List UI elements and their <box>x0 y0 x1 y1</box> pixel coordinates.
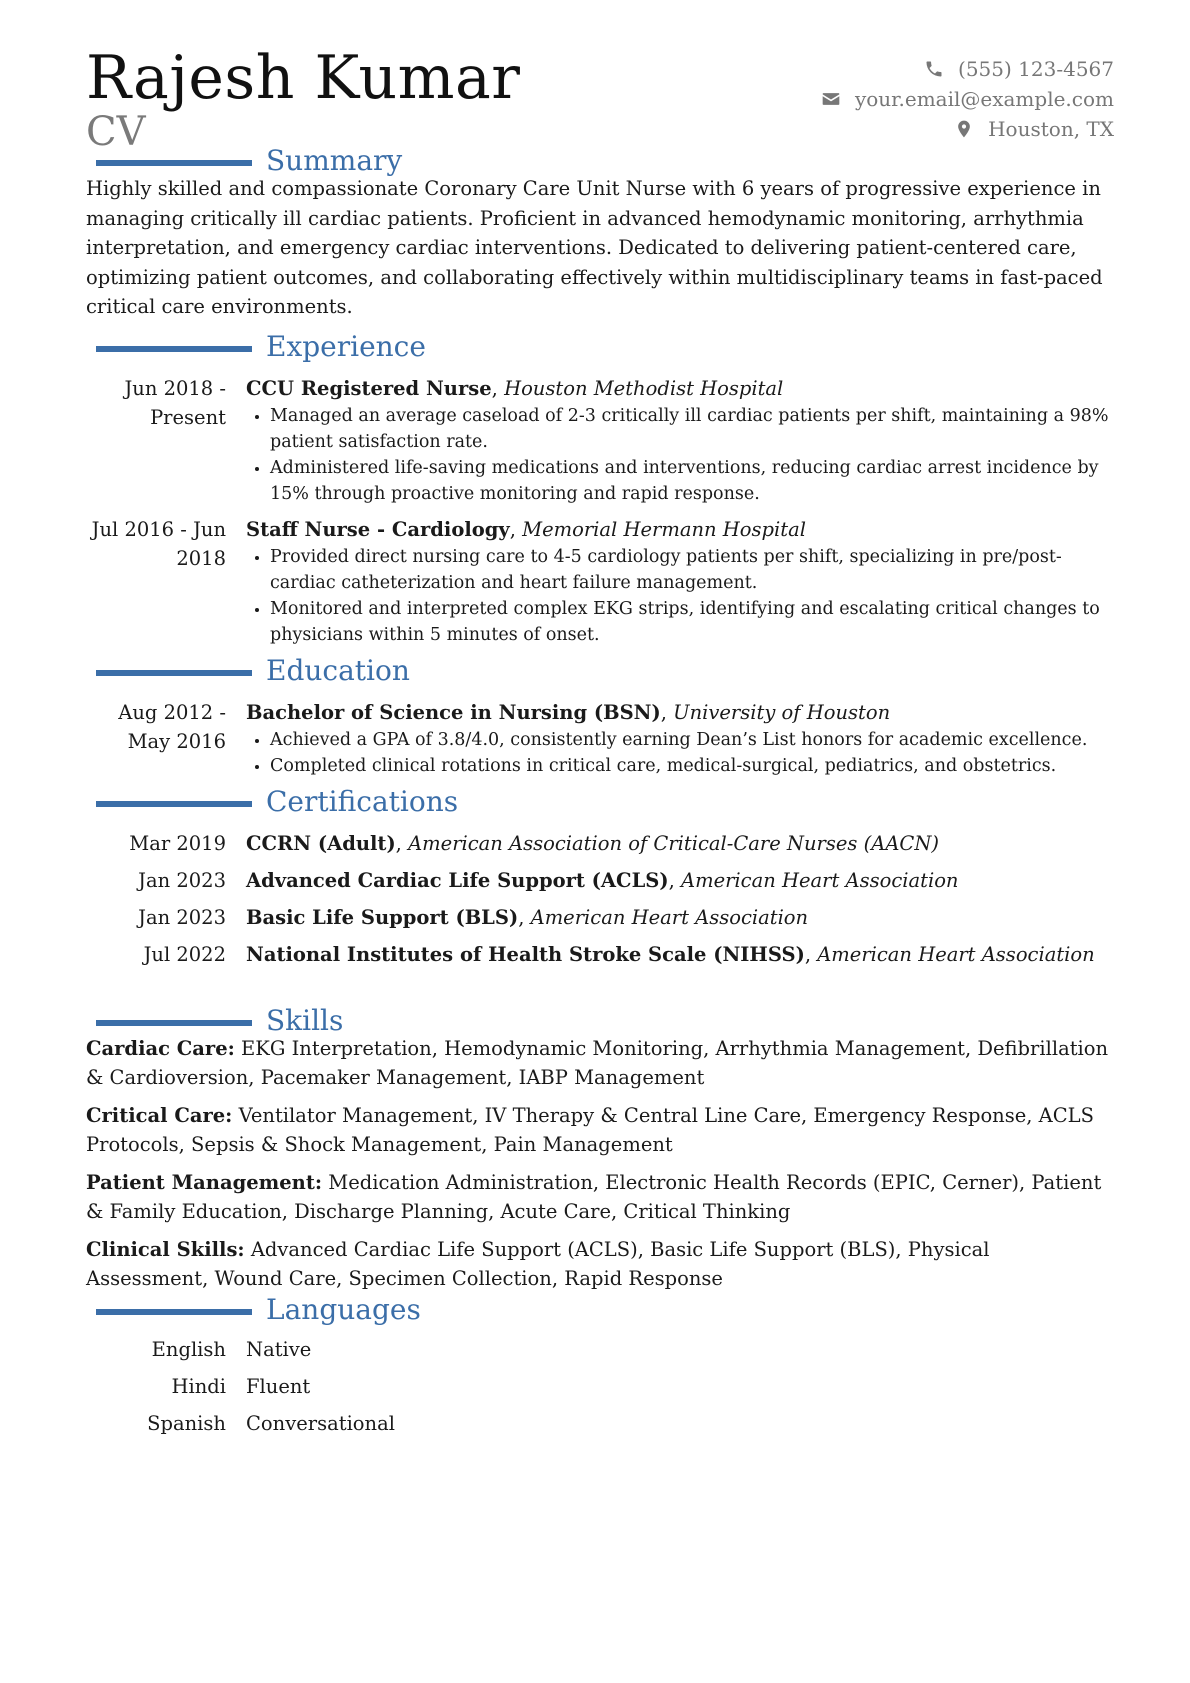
cert-content: National Institutes of Health Stroke Scale (NIHSS), American Heart Association <box>246 942 1095 966</box>
skill-category: Patient Management: <box>86 1170 323 1194</box>
resume-page <box>86 43 1114 1446</box>
skill-list: Advanced Cardiac Life Support (ACLS), Basic Life Support (BLS), Physical Assessment, Wound Care, Specimen Collection, Rapid Response <box>86 1237 990 1290</box>
cert-date: Mar 2019 <box>129 831 226 855</box>
section-accent-bar <box>96 670 252 676</box>
experience-entry <box>86 515 1114 648</box>
language-level: Fluent <box>246 1374 311 1398</box>
section-header <box>86 329 1114 368</box>
summary-section <box>86 144 1114 322</box>
language-entry <box>86 1372 1114 1409</box>
map-pin-icon <box>954 119 974 139</box>
entry-bullets <box>246 727 1114 779</box>
skill-group <box>86 1235 1114 1293</box>
entry-degree: Bachelor of Science in Nursing (BSN) <box>246 700 661 724</box>
skill-category: Cardiac Care: <box>86 1036 235 1060</box>
entry-date: Jun 2018 - Present <box>124 376 226 429</box>
bullet-item: • Achieved a GPA of 3.8/4.0, consistently earning Dean’s List honors for academic excellence. <box>270 727 1114 753</box>
section-title: Certifications <box>266 784 459 818</box>
entry-bullets <box>246 544 1114 648</box>
candidate-name: Rajesh Kumar <box>86 43 521 113</box>
contact-email[interactable] <box>821 84 1114 114</box>
location-text: Houston, TX <box>988 117 1114 141</box>
bullet-item: • Monitored and interpreted complex EKG strips, identifying and escalating critical changes to physicians within 5 minutes of onset. <box>270 596 1114 648</box>
education-entry <box>86 698 1114 779</box>
language-name: Spanish <box>147 1411 226 1435</box>
cert-name: National Institutes of Health Stroke Scale (NIHSS) <box>246 942 805 966</box>
skill-group <box>86 1101 1114 1159</box>
bullet-item: • Administered life-saving medications and interventions, reducing cardiac arrest incidence by 15% through proactive monitoring and rapid response. <box>270 455 1114 507</box>
section-title: Skills <box>266 1003 344 1037</box>
document-subtitle: CV <box>86 109 146 155</box>
phone-text: (555) 123-4567 <box>958 57 1114 81</box>
skill-list: Ventilator Management, IV Therapy & Central Line Care, Emergency Response, ACLS Protocols, Sepsis & Shock Management, Pain Management <box>86 1103 1094 1156</box>
skill-category: Clinical Skills: <box>86 1237 245 1261</box>
bullet-item: • Provided direct nursing care to 4-5 cardiology patients per shift, specializing in pre/post-cardiac catheterization and heart failure management. <box>270 544 1114 596</box>
skill-category: Critical Care: <box>86 1103 233 1127</box>
certifications-section <box>86 784 1114 1002</box>
language-entry <box>86 1409 1114 1446</box>
entry-date: Jul 2016 - Jun 2018 <box>91 517 226 570</box>
skill-list: Medication Administration, Electronic Health Records (EPIC, Cerner), Patient & Family Education, Discharge Planning, Acute Care, Critical Thinking <box>86 1170 1102 1223</box>
cert-date: Jan 2023 <box>138 868 226 892</box>
summary-text: Highly skilled and compassionate Coronary Care Unit Nurse with 6 years of progressive experience in managing critically ill cardiac patients. Proficient in advanced hemodynamic monitoring, arrhythmia interpretation, and emergency cardiac interventions. Dedicated to delivering patient-centered care, optimizing patient outcomes, and collaborating effectively within multidisciplinary teams in fast-paced critical care environments. <box>86 177 1103 318</box>
experience-entry <box>86 374 1114 507</box>
cert-issuer: American Heart Association <box>817 942 1095 966</box>
email-text: your.email@example.com <box>854 87 1114 111</box>
cert-content: Advanced Cardiac Life Support (ACLS), American Heart Association <box>246 868 959 892</box>
certification-entry <box>86 866 1114 903</box>
cert-name: Advanced Cardiac Life Support (ACLS) <box>246 868 669 892</box>
phone-icon <box>924 59 944 79</box>
section-accent-bar <box>96 1020 252 1026</box>
cert-name: CCRN (Adult) <box>246 831 396 855</box>
entry-role: Staff Nurse - Cardiology <box>246 517 510 541</box>
section-accent-bar <box>96 160 252 166</box>
certification-entry <box>86 829 1114 866</box>
section-header <box>86 1292 1114 1331</box>
entry-date: Aug 2012 - May 2016 <box>118 700 226 753</box>
section-title: Summary <box>266 144 403 177</box>
envelope-icon <box>821 89 841 109</box>
contact-location <box>821 114 1114 144</box>
languages-section <box>86 1292 1114 1446</box>
entry-organization: Memorial Hermann Hospital <box>522 517 806 541</box>
skills-section <box>86 1003 1114 1293</box>
entry-content: Bachelor of Science in Nursing (BSN), University of Houston • Achieved a GPA of 3.8/4.0, consistently earning Dean’s List honors for academic excellence. • Completed clinical rotations in critical care, medical-surgical, pediatrics, and obstetrics. <box>246 698 1114 779</box>
resume-header <box>86 43 1114 155</box>
language-name: English <box>151 1337 226 1361</box>
cert-date: Jul 2022 <box>143 942 226 966</box>
entry-content: Staff Nurse - Cardiology, Memorial Hermann Hospital • Provided direct nursing care to 4-5 cardiology patients per shift, specializing in pre/post-cardiac catheterization and heart failure management. • Monitored and interpreted complex EKG strips, identifying and escalating critical changes to physicians within 5 minutes of onset. <box>246 515 1114 648</box>
cert-issuer: American Heart Association <box>530 905 809 929</box>
cert-content: Basic Life Support (BLS), American Heart Association <box>246 905 809 929</box>
contact-phone[interactable] <box>821 54 1114 84</box>
cert-name: Basic Life Support (BLS) <box>246 905 519 929</box>
skill-group <box>86 1168 1114 1226</box>
language-entry <box>86 1335 1114 1372</box>
contact-info <box>821 54 1114 144</box>
section-accent-bar <box>96 1309 252 1315</box>
education-section <box>86 653 1114 779</box>
section-header <box>86 653 1114 692</box>
section-accent-bar <box>96 346 252 352</box>
bullet-item: • Completed clinical rotations in critical care, medical-surgical, pediatrics, and obstetrics. <box>270 753 1114 779</box>
language-level: Conversational <box>246 1411 395 1435</box>
section-title: Languages <box>266 1292 421 1326</box>
section-header <box>86 144 1114 182</box>
section-title: Education <box>266 653 410 687</box>
language-name: Hindi <box>171 1374 226 1398</box>
section-header <box>86 1003 1114 1042</box>
section-header <box>86 784 1114 823</box>
entry-bullets <box>246 403 1114 507</box>
cert-content: CCRN (Adult), American Association of Critical-Care Nurses (AACN) <box>246 831 939 855</box>
certification-entry <box>86 940 1114 1002</box>
skill-group <box>86 1034 1114 1092</box>
experience-section <box>86 329 1114 648</box>
entry-role: CCU Registered Nurse <box>246 376 492 400</box>
skill-list: EKG Interpretation, Hemodynamic Monitoring, Arrhythmia Management, Defibrillation & Cardioversion, Pacemaker Management, IABP Management <box>86 1036 1109 1089</box>
language-level: Native <box>246 1337 312 1361</box>
cert-issuer: American Heart Association <box>681 868 959 892</box>
bullet-item: • Managed an average caseload of 2-3 critically ill cardiac patients per shift, maintaining a 98% patient satisfaction rate. <box>270 403 1114 455</box>
entry-organization: Houston Methodist Hospital <box>504 376 784 400</box>
section-title: Experience <box>266 329 426 363</box>
section-accent-bar <box>96 801 252 807</box>
entry-content: CCU Registered Nurse, Houston Methodist Hospital • Managed an average caseload of 2-3 critically ill cardiac patients per shift, maintaining a 98% patient satisfaction rate. • Administered life-saving medications and interventions, reducing cardiac arrest incidence by 15% through proactive monitoring and rapid response. <box>246 374 1114 507</box>
cert-date: Jan 2023 <box>138 905 226 929</box>
entry-institution: University of Houston <box>673 700 891 724</box>
certification-entry <box>86 903 1114 940</box>
cert-issuer: American Association of Critical-Care Nurses (AACN) <box>408 831 939 855</box>
